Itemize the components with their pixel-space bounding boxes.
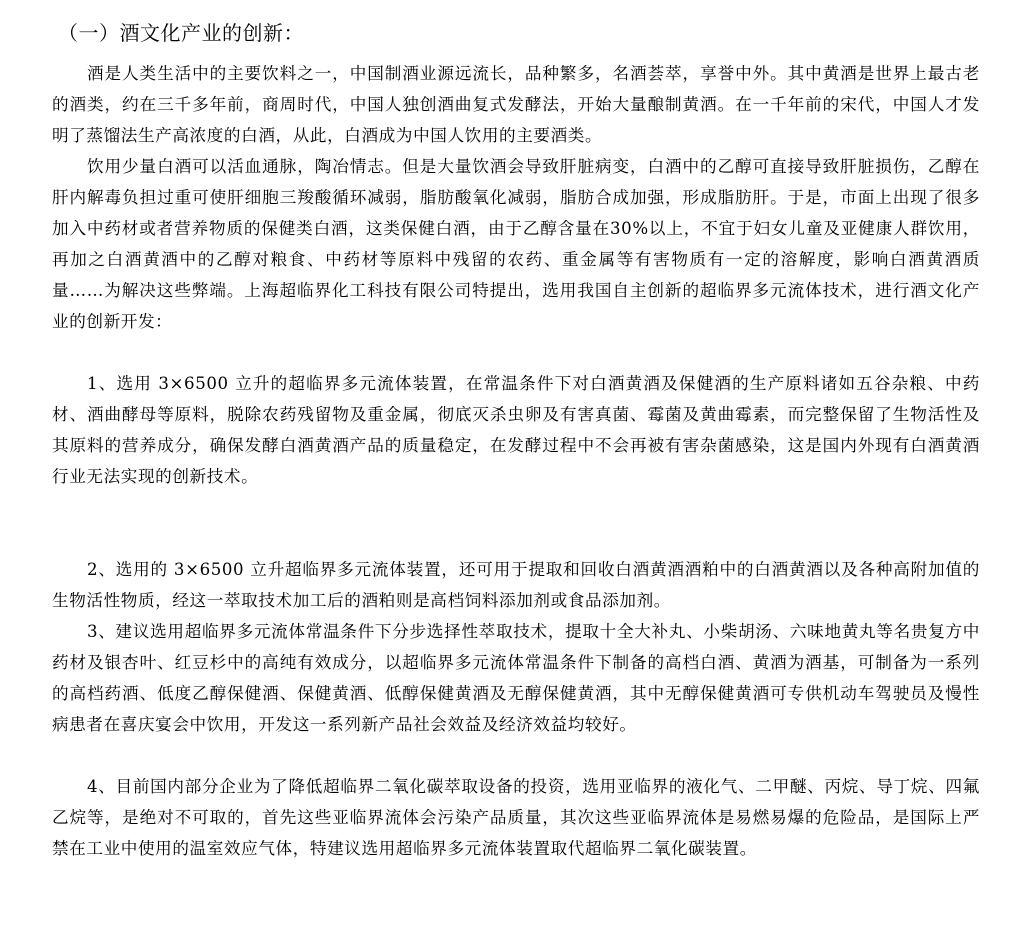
paragraph-intro: 酒是人类生活中的主要饮料之一，中国制酒业源远流长，品种繁多，名酒荟萃，享誉中外。其中黄酒是世界上最古老的酒类，约在三千多年前，商周时代，中国人独创酒曲复式发酵法，开始大量酿制黄酒。在一千年前的宋代，中国人才发明了蒸馏法生产高浓度的白酒，从此，白酒成为中国人饮用的主要酒类。	[52, 64, 980, 145]
paragraph-item-1: 1、选用 3×6500 立升的超临界多元流体装置，在常温条件下对白酒黄酒及保健酒的生产原料诸如五谷杂粮、中药材、酒曲酵母等原料，脱除农药残留物及重金属，彻底灭杀虫卵及有害真菌、霉菌及黄曲霉素，而完整保留了生物活性及其原料的营养成分，确保发酵白酒黄酒产品的质量稳定，在发酵过程中不会再被有害杂菌感染，这是国内外现有白酒黄酒行业无法实现的创新技术。	[52, 374, 980, 486]
paragraph-item-4: 4、目前国内部分企业为了降低超临界二氧化碳萃取设备的投资，选用亚临界的液化气、二甲醚、丙烷、导丁烷、四氟乙烷等，是绝对不可取的，首先这些亚临界流体会污染产品质量，其次这些亚临界流体是易燃易爆的危险品，是国际上严禁在工业中使用的温室效应气体，特建议选用超临界多元流体装置取代超临界二氧化碳装置。	[52, 777, 980, 858]
paragraph-health: 饮用少量白酒可以活血通脉，陶冶情志。但是大量饮酒会导致肝脏病变，白酒中的乙醇可直接导致肝脏损伤，乙醇在肝内解毒负担过重可使肝细胞三羧酸循环减弱，脂肪酸氧化减弱，脂肪合成加强，形成脂肪肝。于是，市面上出现了很多加入中药材或者营养物质的保健类白酒，这类保健白酒，由于乙醇含量在30%以上，不宜于妇女儿童及亚健康人群饮用，再加之白酒黄酒中的乙醇对粮食、中药材等原料中残留的农药、重金属等有害物质有一定的溶解度，影响白酒黄酒质量……为解决这些弊端。上海超临界化工科技有限公司特提出，选用我国自主创新的超临界多元流体技术，进行酒文化产业的创新开发：	[52, 157, 980, 331]
paragraph-item-2: 2、选用的 3×6500 立升超临界多元流体装置，还可用于提取和回收白酒黄酒酒粕中的白酒黄酒以及各种高附加值的生物活性物质，经这一萃取技术加工后的酒粕则是高档饲料添加剂或食品添加剂。	[52, 560, 980, 610]
paragraph-item-3: 3、建议选用超临界多元流体常温条件下分步选择性萃取技术，提取十全大补丸、小柴胡汤、六味地黄丸等名贵复方中药材及银杏叶、红豆杉中的高纯有效成分，以超临界多元流体常温条件下制备的高档白酒、黄酒为酒基，可制备为一系列的高档药酒、低度乙醇保健酒、保健黄酒、低醇保健黄酒及无醇保健黄酒，其中无醇保健黄酒可专供机动车驾驶员及慢性病患者在喜庆宴会中饮用，开发这一系列新产品社会效益及经济效益均较好。	[52, 622, 980, 734]
section-heading: （一）酒文化产业的创新：	[58, 21, 304, 45]
